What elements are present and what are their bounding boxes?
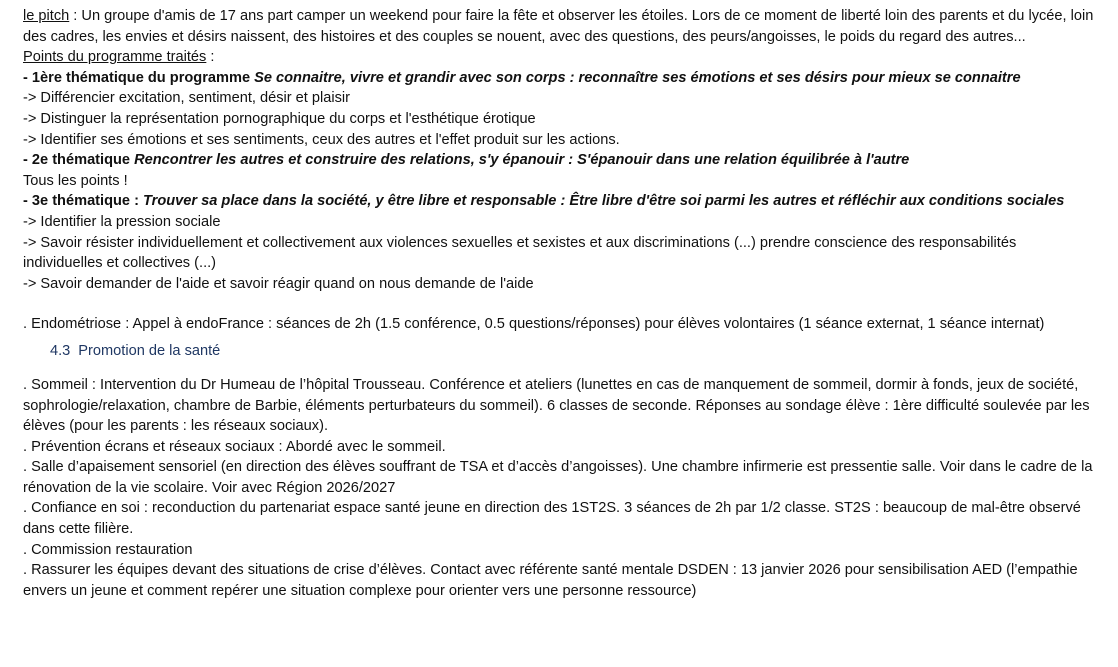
programme-label-suffix: :: [206, 49, 215, 66]
section-heading: [23, 337, 1098, 365]
section-number: 4.3: [50, 342, 71, 359]
pitch-label: le pitch: [23, 8, 70, 24]
theme1-point: -> Distinguer la représentation pornographique du corps et l'esthétique érotique: [23, 110, 536, 127]
sante-item-sommeil: . Sommeil : Intervention du Dr Humeau de l’hôpital Trousseau. Conférence et ateliers (lunettes en cas de manquement de sommeil, dormir à fonds, jeux de société, sophrologie/relaxation, chambre de Barbie, éléments perturbateurs du sommeil). 6 classes de seconde. Réponses au sondage élève : 1ère difficulté soulevée par les élèves (pour les parents : les réseaux sociaux).: [23, 376, 1090, 435]
sante-item-crise: . Rassurer les équipes devant des situations de crise d’élèves. Contact avec référente santé mentale DSDEN : 13 janvier 2026 pour sensibilisation AED (l’empathie envers un jeune et comment repérer une situation complexe pour orienter vers une personne ressource): [23, 562, 1078, 599]
theme2-prefix: - 2e thématique: [23, 152, 135, 169]
theme2-title: Rencontrer les autres et construire des relations, s'y épanouir : S'épanouir dans une relation équilibrée à l'autre: [134, 152, 910, 169]
theme3-prefix: - 3e thématique :: [23, 193, 144, 210]
theme2-heading: [23, 150, 1098, 171]
programme-heading: [23, 47, 1098, 68]
theme3-point: -> Savoir demander de l'aide et savoir réagir quand on nous demande de l'aide: [23, 275, 534, 292]
theme1-heading: [23, 68, 1098, 89]
spacer: [23, 294, 1098, 314]
theme1-title: Se connaitre, vivre et grandir avec son corps : reconnaître ses émotions et ses désirs pour mieux se connaitre: [254, 69, 1021, 86]
theme1-point: -> Identifier ses émotions et ses sentiments, ceux des autres et l'effet produit sur les actions.: [23, 131, 620, 148]
sante-item-confiance: . Confiance en soi : reconduction du partenariat espace santé jeune en direction des 1ST2S. 3 séances de 2h par 1/2 classe. ST2S : beaucoup de mal-être observé dans cette filière.: [23, 500, 1081, 538]
theme1-prefix: - 1ère thématique du programme: [23, 69, 255, 86]
section-title: Promotion de la santé: [78, 342, 221, 359]
theme2-point: Tous les points !: [23, 172, 128, 189]
theme3-point: -> Savoir résister individuellement et collectivement aux violences sexuelles et sexistes et aux discriminations (...) prendre conscience des responsabilités individuelles et collectives (...): [23, 234, 1017, 272]
programme-label: Points du programme traités: [23, 49, 207, 66]
theme3-title: Trouver sa place dans la société, y être libre et responsable : Être libre d'être soi parmi les autres et réfléchir aux conditions sociales: [143, 193, 1065, 210]
sante-item-restauration: . Commission restauration: [23, 541, 193, 558]
pitch-paragraph: [23, 6, 1098, 47]
endometriose-paragraph: . Endométriose : Appel à endoFrance : séances de 2h (1.5 conférence, 0.5 questions/réponses) pour élèves volontaires (1 séance externat, 1 séance internat): [23, 316, 1045, 333]
theme3-heading: [23, 191, 1098, 212]
theme1-point: -> Différencier excitation, sentiment, désir et plaisir: [23, 90, 351, 107]
theme3-point: -> Identifier la pression sociale: [23, 213, 221, 230]
sante-item-salle-apaisement: . Salle d’apaisement sensoriel (en direction des élèves souffrant de TSA et d’accès d’angoisses). Une chambre infirmerie est pressentie salle. Voir dans le cadre de la rénovation de la vie scolaire. Voir avec Région 2026/2027: [23, 459, 1093, 496]
pitch-text: : Un groupe d'amis de 17 ans part camper un weekend pour faire la fête et observer les étoiles. Lors de ce moment de liberté loin des parents et du lycée, loin des cadres, les envies et désirs naissent, des histoires et des couples se nouent, avec des questions, des peurs/angoisses, le poids du regard des autres...: [23, 8, 1094, 45]
spacer: [23, 365, 1098, 375]
sante-item-ecrans: . Prévention écrans et réseaux sociaux : Abordé avec le sommeil.: [23, 438, 446, 455]
